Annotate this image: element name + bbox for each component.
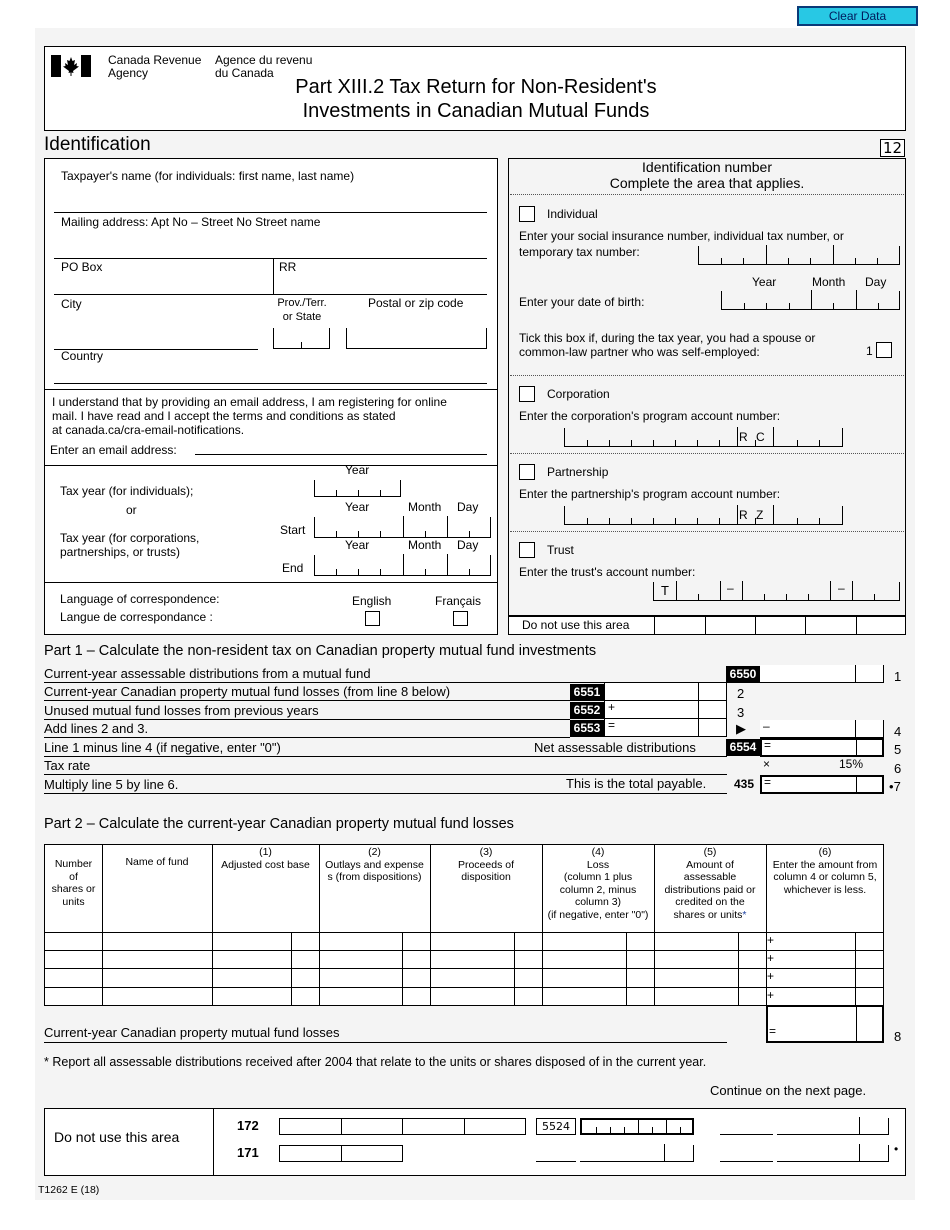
form-code: 12 — [880, 139, 905, 157]
footer-field-a[interactable] — [720, 1118, 773, 1135]
row2-plus: + — [767, 951, 775, 965]
id-number-title: Identification number Complete the area that applies. — [609, 159, 805, 191]
line5-eq: = — [764, 738, 772, 752]
tax-year-start-input[interactable] — [314, 517, 491, 538]
trust-dash-1: – — [727, 581, 734, 595]
corp-c: C — [756, 430, 765, 444]
corporation-checkbox[interactable] — [519, 386, 535, 402]
tax-year-year-label: Year — [345, 463, 370, 477]
footer-field-e[interactable] — [720, 1145, 773, 1162]
part1-line1-label: Current-year assessable distributions from a mutual fund — [44, 666, 371, 681]
code-6552: 6552 — [570, 702, 604, 719]
col4-header: (4) Loss (column 1 plus column 2, minus column 3) (if negative, enter "0") — [547, 846, 649, 921]
footer-field-b[interactable] — [777, 1118, 889, 1135]
email-input[interactable] — [195, 454, 487, 455]
corporation-label: Corporation — [547, 387, 610, 401]
col6-header: (6) Enter the amount from column 4 or column 5, whichever is less. — [772, 846, 878, 896]
trust-checkbox[interactable] — [519, 542, 535, 558]
line4-sum-input[interactable] — [604, 719, 727, 737]
taxpayer-name-input[interactable] — [54, 212, 487, 213]
partnership-account-label: Enter the partnership's program account number: — [519, 487, 781, 501]
canada-flag-icon — [51, 55, 91, 77]
start-label: Start — [280, 523, 306, 537]
net-assessable-label: Net assessable distributions — [534, 740, 696, 755]
postal-label: Postal or zip code — [368, 296, 464, 310]
line5-num: 5 — [894, 742, 902, 757]
losses-label: Current-year Canadian property mutual fund losses — [44, 1025, 340, 1040]
col5-star: * — [742, 908, 747, 921]
clear-data-button[interactable]: Clear Data — [797, 6, 918, 26]
line4-eq: = — [608, 718, 616, 732]
language-en-label: Language of correspondence: — [60, 592, 220, 606]
francais-checkbox[interactable] — [453, 611, 468, 626]
code-6554: 6554 — [726, 739, 760, 756]
line3-plus: + — [608, 700, 616, 714]
po-box-input[interactable] — [54, 294, 487, 295]
prov-input[interactable] — [273, 328, 330, 349]
agency-en: Canada Revenue Agency — [108, 53, 202, 80]
tax-rate-value: 15% — [839, 757, 864, 771]
row1-plus: + — [767, 933, 775, 947]
line6-times: × — [763, 757, 771, 771]
postal-input[interactable] — [346, 328, 487, 349]
code-5524: 5524 — [536, 1118, 576, 1135]
trust-account-label: Enter the trust's account number: — [519, 565, 696, 579]
partnership-label: Partnership — [547, 465, 609, 479]
col5-header — [654, 846, 766, 921]
line5-input[interactable] — [760, 738, 884, 757]
city-label: City — [61, 297, 82, 311]
po-box-label: PO Box — [61, 260, 103, 274]
line4-minus: – — [763, 719, 770, 733]
dob-month-label: Month — [812, 275, 846, 289]
line2-num: 2 — [737, 686, 745, 701]
partnership-z: Z — [756, 508, 764, 522]
line8-input[interactable] — [766, 1005, 884, 1043]
footer-field-f[interactable] — [777, 1145, 889, 1162]
part1-line5-label: Line 1 minus line 4 (if negative, enter "0") — [44, 740, 281, 755]
partnership-checkbox[interactable] — [519, 464, 535, 480]
or-label: or — [126, 503, 137, 517]
footer-field-d[interactable] — [580, 1145, 694, 1162]
code-435: 435 — [734, 777, 755, 791]
mailing-address-input[interactable] — [54, 258, 487, 259]
end-day-label: Day — [457, 538, 479, 552]
taxpayer-name-label: Taxpayer's name (for individuals: first name, last name) — [61, 169, 355, 183]
trust-dash-2: – — [838, 581, 845, 595]
col-name-header: Name of fund — [125, 856, 189, 868]
code-171: 171 — [237, 1145, 259, 1160]
page-title: Part XIII.2 Tax Return for Non-Resident's Investments in Canadian Mutual Funds — [295, 76, 657, 122]
agency-fr: Agence du revenu du Canada — [215, 53, 313, 80]
line4-input[interactable] — [760, 720, 884, 738]
corp-account-input[interactable] — [564, 428, 843, 447]
part1-line6-label: Tax rate — [44, 758, 91, 773]
line3-input[interactable] — [604, 701, 727, 719]
country-label: Country — [61, 349, 104, 363]
row4-plus: + — [767, 988, 775, 1002]
form-id: T1262 E (18) — [38, 1184, 100, 1196]
corp-account-label: Enter the corporation's program account number: — [519, 409, 781, 423]
spouse-checkbox[interactable] — [876, 342, 892, 358]
dob-year-label: Year — [752, 275, 777, 289]
col2-header: (2) Outlays and expense s (from dispositions) — [325, 846, 424, 883]
line2-input[interactable] — [604, 683, 727, 701]
part1-line7-label: Multiply line 5 by line 6. — [44, 777, 179, 792]
code-6550: 6550 — [726, 666, 760, 683]
line8-eq: = — [769, 1024, 777, 1038]
sin-label: Enter your social insurance number, individual tax number, or temporary tax number: — [519, 229, 844, 259]
part1-line3-label: Unused mutual fund losses from previous years — [44, 703, 319, 718]
end-month-label: Month — [408, 538, 442, 552]
trust-account-input[interactable] — [653, 582, 900, 601]
tax-year-end-input[interactable] — [314, 555, 491, 576]
footer-do-not-use-label: Do not use this area — [54, 1129, 180, 1145]
tax-year-individual-input[interactable] — [314, 480, 401, 497]
spouse-label: Tick this box if, during the tax year, you had a spouse or common-law partner who was self-employed: — [519, 331, 816, 359]
end-label: End — [282, 561, 304, 575]
english-checkbox[interactable] — [365, 611, 380, 626]
id-do-not-use-label: Do not use this area — [522, 618, 630, 632]
start-day-label: Day — [457, 500, 479, 514]
code-6553: 6553 — [570, 720, 604, 737]
total-payable-label: This is the total payable. — [566, 776, 707, 791]
email-notice: I understand that by providing an email address, I am registering for online mail. I have read and I accept the terms and conditions as stated at canada.ca/cra-email-notifications. — [52, 395, 447, 437]
col-shares-header: Number of shares or units — [51, 858, 96, 908]
col1-header: (1) Adjusted cost base — [221, 846, 310, 871]
mailing-address-label: Mailing address: Apt No – Street No Street name — [61, 215, 321, 229]
country-input[interactable] — [54, 383, 487, 384]
line7-num-text: 7 — [893, 779, 901, 794]
code-6551: 6551 — [570, 684, 604, 701]
individual-checkbox[interactable] — [519, 206, 535, 222]
individual-label: Individual — [547, 207, 598, 221]
col3-header: (3) Proceeds of disposition — [457, 846, 515, 883]
part1-heading: Part 1 – Calculate the non-resident tax on Canadian property mutual fund investments — [44, 643, 597, 659]
dob-input[interactable] — [721, 291, 900, 310]
trust-label: Trust — [547, 543, 574, 557]
email-label: Enter an email address: — [50, 443, 177, 457]
francais-label: Français — [435, 594, 482, 608]
english-label: English — [352, 594, 392, 608]
footer-dot: • — [894, 1142, 899, 1156]
line3-num: 3 — [737, 705, 745, 720]
part1-line2-label: Current-year Canadian property mutual fund losses (from line 8 below) — [44, 684, 451, 699]
line6-num: 6 — [894, 761, 902, 776]
language-fr-label: Langue de correspondance : — [60, 610, 213, 624]
line7-num: •7 — [889, 779, 901, 794]
footnote — [44, 1055, 706, 1069]
footnote-text: Report all assessable distributions received after 2004 that relate to the units or shares disposed of in the current year. — [52, 1055, 707, 1069]
prov-label: Prov./Terr. or State — [277, 297, 327, 323]
table-rows[interactable] — [45, 932, 101, 1005]
line4-arrow-icon: ▶ — [736, 721, 746, 736]
line7-input[interactable] — [760, 775, 884, 794]
continue-label: Continue on the next page. — [710, 1083, 867, 1098]
tax-year-corp-label: Tax year (for corporations, partnerships, or trusts) — [60, 531, 200, 559]
line1-num: 1 — [894, 669, 902, 684]
field-172[interactable] — [279, 1118, 526, 1135]
line8-num: 8 — [894, 1029, 902, 1044]
trust-t: T — [661, 583, 669, 598]
start-month-label: Month — [408, 500, 442, 514]
dob-label: Enter your date of birth: — [519, 295, 645, 309]
start-year-label: Year — [345, 500, 370, 514]
identification-heading: Identification — [44, 134, 151, 155]
tax-year-individual-label: Tax year (for individuals); — [60, 484, 194, 498]
rr-label: RR — [279, 260, 297, 274]
line4-num: 4 — [894, 724, 902, 739]
footnote-star: * — [44, 1055, 49, 1069]
field-171[interactable] — [279, 1145, 403, 1162]
spouse-line-num: 1 — [866, 344, 873, 358]
part2-heading: Part 2 – Calculate the current-year Canadian property mutual fund losses — [44, 816, 514, 832]
corp-r: R — [739, 430, 748, 444]
footer-field-c[interactable] — [536, 1145, 576, 1162]
end-year-label: Year — [345, 538, 370, 552]
row3-plus: + — [767, 969, 775, 983]
partnership-r: R — [739, 508, 748, 522]
field-5524[interactable] — [580, 1118, 694, 1135]
line1-input[interactable] — [760, 665, 884, 683]
part1-line4-label: Add lines 2 and 3. — [44, 721, 149, 736]
code-172: 172 — [237, 1118, 259, 1133]
header-box — [44, 46, 906, 131]
dob-day-label: Day — [865, 275, 887, 289]
line7-eq: = — [764, 775, 772, 789]
partnership-account-input[interactable] — [564, 506, 843, 525]
id-do-not-use — [508, 616, 906, 635]
sin-input[interactable] — [698, 246, 900, 265]
col5-header-text: (5) Amount of assessable distributions paid or credited on the shares or units — [664, 846, 756, 921]
